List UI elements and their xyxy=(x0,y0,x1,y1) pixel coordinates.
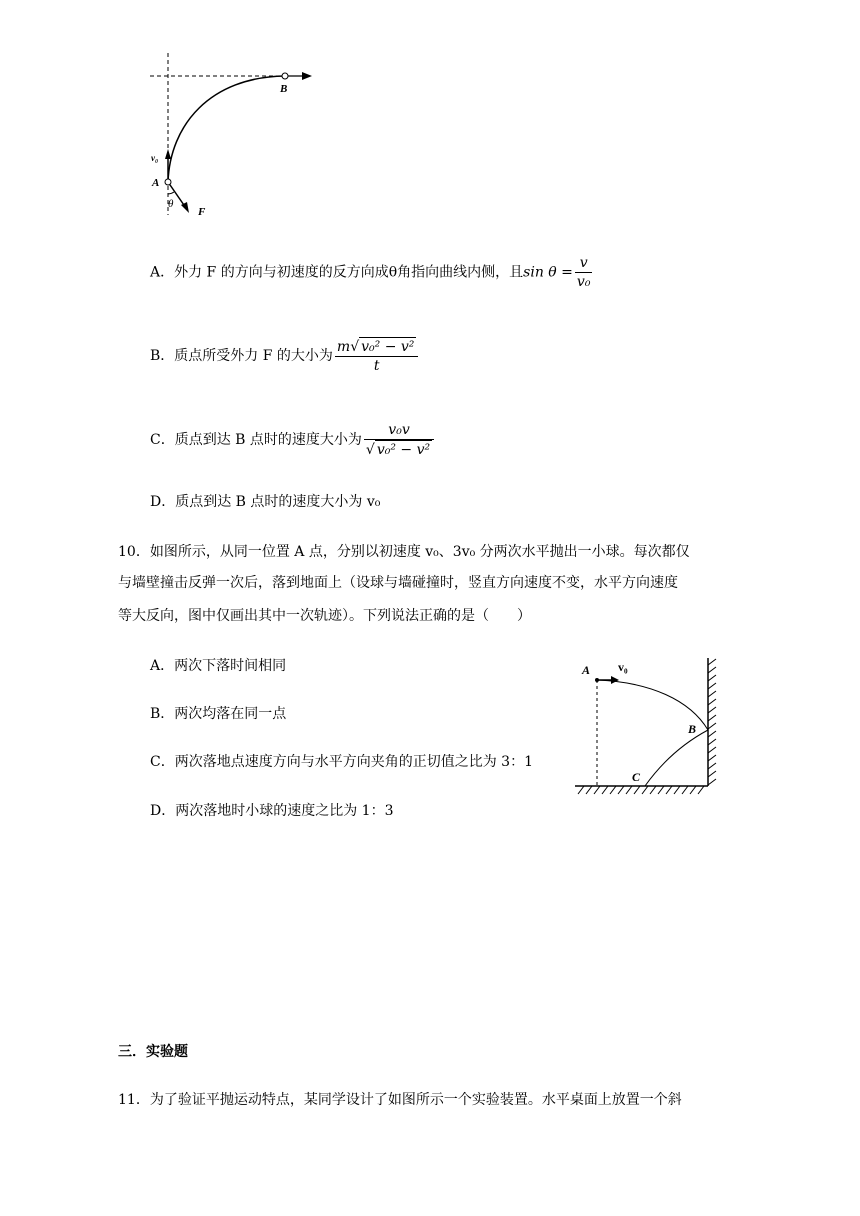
q10-option-d: D．两次落地时小球的速度之比为 1：3 xyxy=(150,803,394,819)
theta-arc xyxy=(168,192,174,194)
v0-arrowhead xyxy=(611,676,619,684)
q9-option-b: B．质点所受外力 F 的大小为 $\frac{\text{m√ v₀² − v²}}{t}$ xyxy=(150,337,418,375)
label-f: F xyxy=(198,206,206,218)
ground-hatch xyxy=(578,786,704,794)
q10-option-b: B．两次均落在同一点 xyxy=(150,706,287,722)
q10-stem-line3: 等大反向，图中仅画出其中一次轨迹）。下列说法正确的是（ ） xyxy=(118,608,531,624)
b-arrowhead xyxy=(302,72,312,80)
label-v0: v₀ xyxy=(151,153,159,163)
q10-option-c: C．两次落地点速度方向与水平方向夹角的正切值之比为 3：1 xyxy=(150,754,533,770)
label-theta: θ xyxy=(168,198,174,210)
q9-option-a: A．外力 F 的方向与初速度的反方向成θ角指向曲线内侧，且sin θ = $\frac{v}{\text{v₀}}$ xyxy=(150,255,591,290)
v0-arrowhead xyxy=(165,149,171,159)
velocity-fraction: $\frac{\text{v₀v}}{\text{√ v₀² − v²}}$ xyxy=(364,421,434,459)
sin-theta: sin θ = xyxy=(523,264,573,281)
trajectory-to-ground xyxy=(645,730,708,786)
label-c: C xyxy=(632,770,641,784)
label-v0: v₀ xyxy=(618,660,628,674)
q9-option-c: C．质点到达 B 点时的速度大小为 $\frac{\text{v₀v}}{\text{√ v₀² − v²}}$ xyxy=(150,421,434,459)
label-a: A xyxy=(582,663,591,677)
q11-stem-line1: 11．为了验证平抛运动特点，某同学设计了如图所示一个实验装置。水平桌面上放置一个斜 xyxy=(118,1092,682,1108)
label-b: B xyxy=(280,83,288,95)
fraction-v-over-v0: $\frac{v}{\text{v₀}}$ xyxy=(576,255,591,290)
point-b xyxy=(282,73,288,79)
point-a xyxy=(595,678,599,682)
force-fraction: $\frac{\text{m√ v₀² − v²}}{t}$ xyxy=(335,337,419,375)
curve-figure xyxy=(140,45,330,225)
label-a: A xyxy=(152,177,160,189)
section-title: 三．实验题 xyxy=(118,1044,188,1060)
trajectory-curve xyxy=(168,76,288,182)
q10-stem-line1: 10．如图所示，从同一位置 A 点，分别以初速度 v₀、3v₀ 分两次水平抛出一小球。每次都仅 xyxy=(118,544,690,560)
q10-option-a: A．两次下落时间相同 xyxy=(150,658,287,674)
q9-option-d: D．质点到达 B 点时的速度大小为 v₀ xyxy=(150,494,381,510)
q10-stem-line2: 与墙壁撞击反弹一次后，落到地面上（设球与墙碰撞时，竖直方向速度不变，水平方向速度 xyxy=(118,575,678,591)
wall-bounce-figure xyxy=(570,655,730,800)
point-a xyxy=(165,179,171,185)
wall-hatch xyxy=(708,659,716,785)
label-b: B xyxy=(688,722,697,736)
